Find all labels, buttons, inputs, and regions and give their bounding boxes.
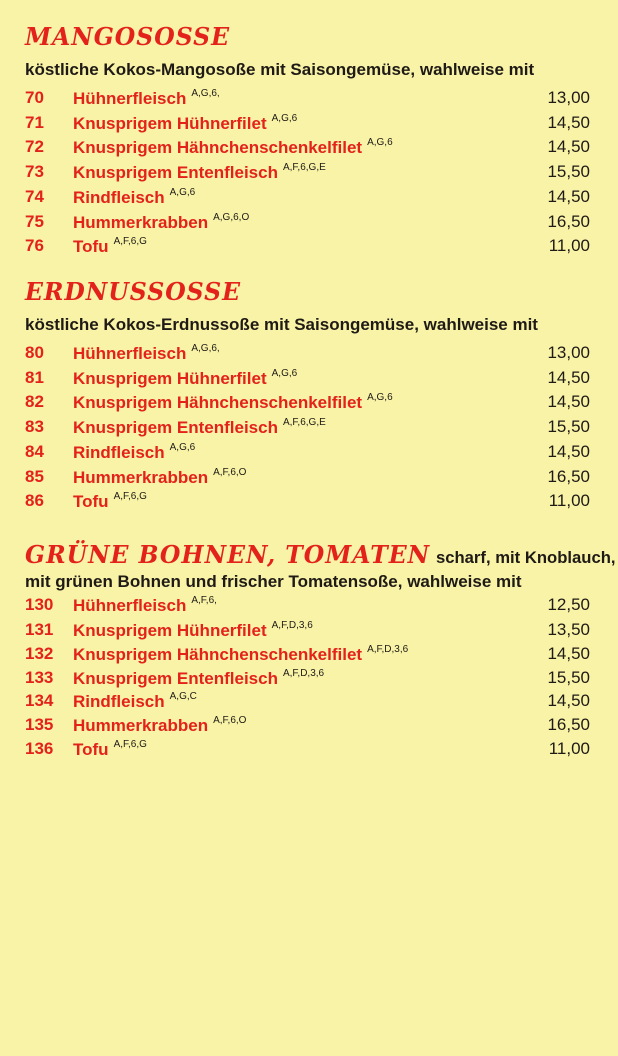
item-name: Knusprigem Entenfleisch (73, 163, 278, 182)
item-number: 135 (25, 715, 54, 734)
item-number: 71 (25, 113, 44, 132)
menu-item (0, 417, 618, 441)
item-allergens: A,F,6,G (113, 491, 147, 502)
item-name: Hühnerfleisch (73, 89, 187, 108)
item-name-wrap (73, 715, 246, 736)
item-price: 12,50 (547, 595, 590, 614)
item-name-wrap (73, 644, 408, 665)
item-price: 15,50 (547, 417, 590, 436)
item-name: Knusprigem Hühnerfilet (73, 621, 267, 640)
item-number: 134 (25, 691, 54, 710)
item-allergens: A,F,6,G (113, 236, 147, 247)
menu-item (0, 467, 618, 491)
item-name: Knusprigem Hähnchenschenkelfilet (73, 645, 363, 664)
item-name-wrap (73, 88, 220, 109)
item-name: Hühnerfleisch (73, 596, 187, 615)
section-title-text: ERDNUSSOSSE (25, 277, 241, 306)
menu-item (0, 739, 618, 763)
menu-item (0, 137, 618, 161)
item-name: Rindfleisch (73, 692, 165, 711)
menu-item (0, 88, 618, 112)
menu-item (0, 595, 618, 619)
item-name-wrap (73, 368, 297, 389)
menu-item (0, 691, 618, 715)
item-name: Tofu (73, 237, 109, 256)
item-name: Hummerkrabben (73, 468, 209, 487)
item-allergens: A,F,6, (191, 595, 217, 606)
item-name: Tofu (73, 740, 109, 759)
item-name-wrap (73, 137, 393, 158)
item-price: 16,50 (547, 212, 590, 231)
item-allergens: A,F,6,G,E (282, 417, 326, 428)
item-name-wrap (73, 595, 217, 616)
item-price: 14,50 (547, 113, 590, 132)
item-price: 16,50 (547, 715, 590, 734)
item-price: 14,50 (547, 644, 590, 663)
section-description: mit grünen Bohnen und frischer Tomatensoße, wahlweise mit (25, 572, 522, 591)
section-title (25, 22, 230, 51)
item-name-wrap (73, 442, 195, 463)
item-price: 14,50 (547, 368, 590, 387)
item-number: 75 (25, 212, 44, 231)
menu-item (0, 491, 618, 515)
item-number: 73 (25, 162, 44, 181)
item-price: 13,50 (547, 620, 590, 639)
item-name: Hühnerfleisch (73, 344, 187, 363)
item-number: 85 (25, 467, 44, 486)
item-number: 136 (25, 739, 54, 758)
item-price: 13,00 (547, 343, 590, 362)
item-name-wrap (73, 162, 326, 183)
item-price: 15,50 (547, 668, 590, 687)
item-allergens: A,F,D,3,6 (367, 644, 409, 655)
menu-item (0, 212, 618, 236)
item-name: Knusprigem Hühnerfilet (73, 114, 267, 133)
menu-item (0, 343, 618, 367)
item-name-wrap (73, 739, 147, 760)
item-number: 130 (25, 595, 54, 614)
item-allergens: A,F,6,G,E (282, 162, 326, 173)
item-price: 13,00 (547, 88, 590, 107)
item-name: Rindfleisch (73, 188, 165, 207)
item-allergens: A,F,D,3,6 (271, 620, 313, 631)
item-name-wrap (73, 392, 393, 413)
item-name-wrap (73, 343, 220, 364)
menu-item (0, 236, 618, 260)
item-price: 16,50 (547, 467, 590, 486)
item-name-wrap (73, 236, 147, 257)
section-title (25, 540, 616, 569)
item-name: Rindfleisch (73, 443, 165, 462)
item-price: 15,50 (547, 162, 590, 181)
item-name: Knusprigem Hähnchenschenkelfilet (73, 138, 363, 157)
item-name: Tofu (73, 492, 109, 511)
item-number: 84 (25, 442, 44, 461)
item-number: 133 (25, 668, 54, 687)
item-name: Knusprigem Hähnchenschenkelfilet (73, 393, 363, 412)
item-name: Knusprigem Hühnerfilet (73, 369, 267, 388)
menu-item (0, 187, 618, 211)
item-number: 70 (25, 88, 44, 107)
menu-item (0, 715, 618, 739)
item-allergens: A,F,D,3,6 (282, 668, 325, 679)
menu-item (0, 113, 618, 137)
item-allergens: A,G,C (169, 691, 197, 702)
section-description: köstliche Kokos-Erdnussoße mit Saisongemüse, wahlweise mit (25, 315, 538, 334)
item-name-wrap (73, 491, 147, 512)
item-price: 11,00 (548, 491, 590, 510)
item-price: 11,00 (548, 236, 590, 255)
menu-item (0, 392, 618, 416)
item-price: 11,00 (548, 739, 590, 758)
item-allergens: A,G,6, (191, 343, 220, 354)
item-number: 131 (25, 620, 54, 639)
item-allergens: A,G,6 (367, 392, 393, 403)
item-number: 82 (25, 392, 44, 411)
item-name-wrap (73, 113, 297, 134)
item-allergens: A,F,6,O (213, 715, 247, 726)
section-title-text: MANGOSOSSE (25, 22, 231, 51)
item-price: 14,50 (547, 442, 590, 461)
menu-item (0, 368, 618, 392)
item-name-wrap (73, 212, 249, 233)
menu-item (0, 668, 618, 692)
menu-item (0, 442, 618, 466)
item-name: Hummerkrabben (73, 716, 209, 735)
item-number: 72 (25, 137, 44, 156)
item-number: 86 (25, 491, 44, 510)
menu-item (0, 644, 618, 668)
item-allergens: A,G,6 (367, 137, 393, 148)
item-name-wrap (73, 187, 195, 208)
item-name: Knusprigem Entenfleisch (73, 669, 278, 688)
item-price: 14,50 (547, 137, 590, 156)
item-name-wrap (73, 620, 313, 641)
item-allergens: A,G,6 (169, 187, 196, 198)
item-allergens: A,G,6,O (213, 212, 250, 223)
item-name-wrap (73, 691, 197, 712)
menu-item (0, 162, 618, 186)
item-number: 81 (25, 368, 44, 387)
item-price: 14,50 (547, 187, 590, 206)
item-name-wrap (73, 467, 246, 488)
item-allergens: A,G,6, (191, 88, 220, 99)
item-allergens: A,G,6 (271, 113, 298, 124)
item-price: 14,50 (547, 691, 590, 710)
item-allergens: A,G,6 (271, 368, 298, 379)
section-title (25, 277, 241, 306)
item-number: 83 (25, 417, 44, 436)
item-price: 14,50 (547, 392, 590, 411)
item-allergens: A,G,6 (169, 442, 196, 453)
section-description: köstliche Kokos-Mangosoße mit Saisongemüse, wahlweise mit (25, 60, 535, 79)
item-allergens: A,F,6,O (213, 467, 247, 478)
item-name-wrap (73, 417, 326, 438)
item-number: 80 (25, 343, 44, 362)
section-title-suffix: scharf, mit Knoblauch, (435, 548, 616, 567)
menu-item (0, 620, 618, 644)
section-title-text: GRÜNE BOHNEN, TOMATEN (25, 540, 431, 569)
item-name: Knusprigem Entenfleisch (73, 418, 278, 437)
item-name-wrap (73, 668, 324, 689)
item-number: 76 (25, 236, 44, 255)
item-allergens: A,F,6,G (113, 739, 147, 750)
item-number: 74 (25, 187, 44, 206)
item-name: Hummerkrabben (73, 213, 209, 232)
item-number: 132 (25, 644, 54, 663)
